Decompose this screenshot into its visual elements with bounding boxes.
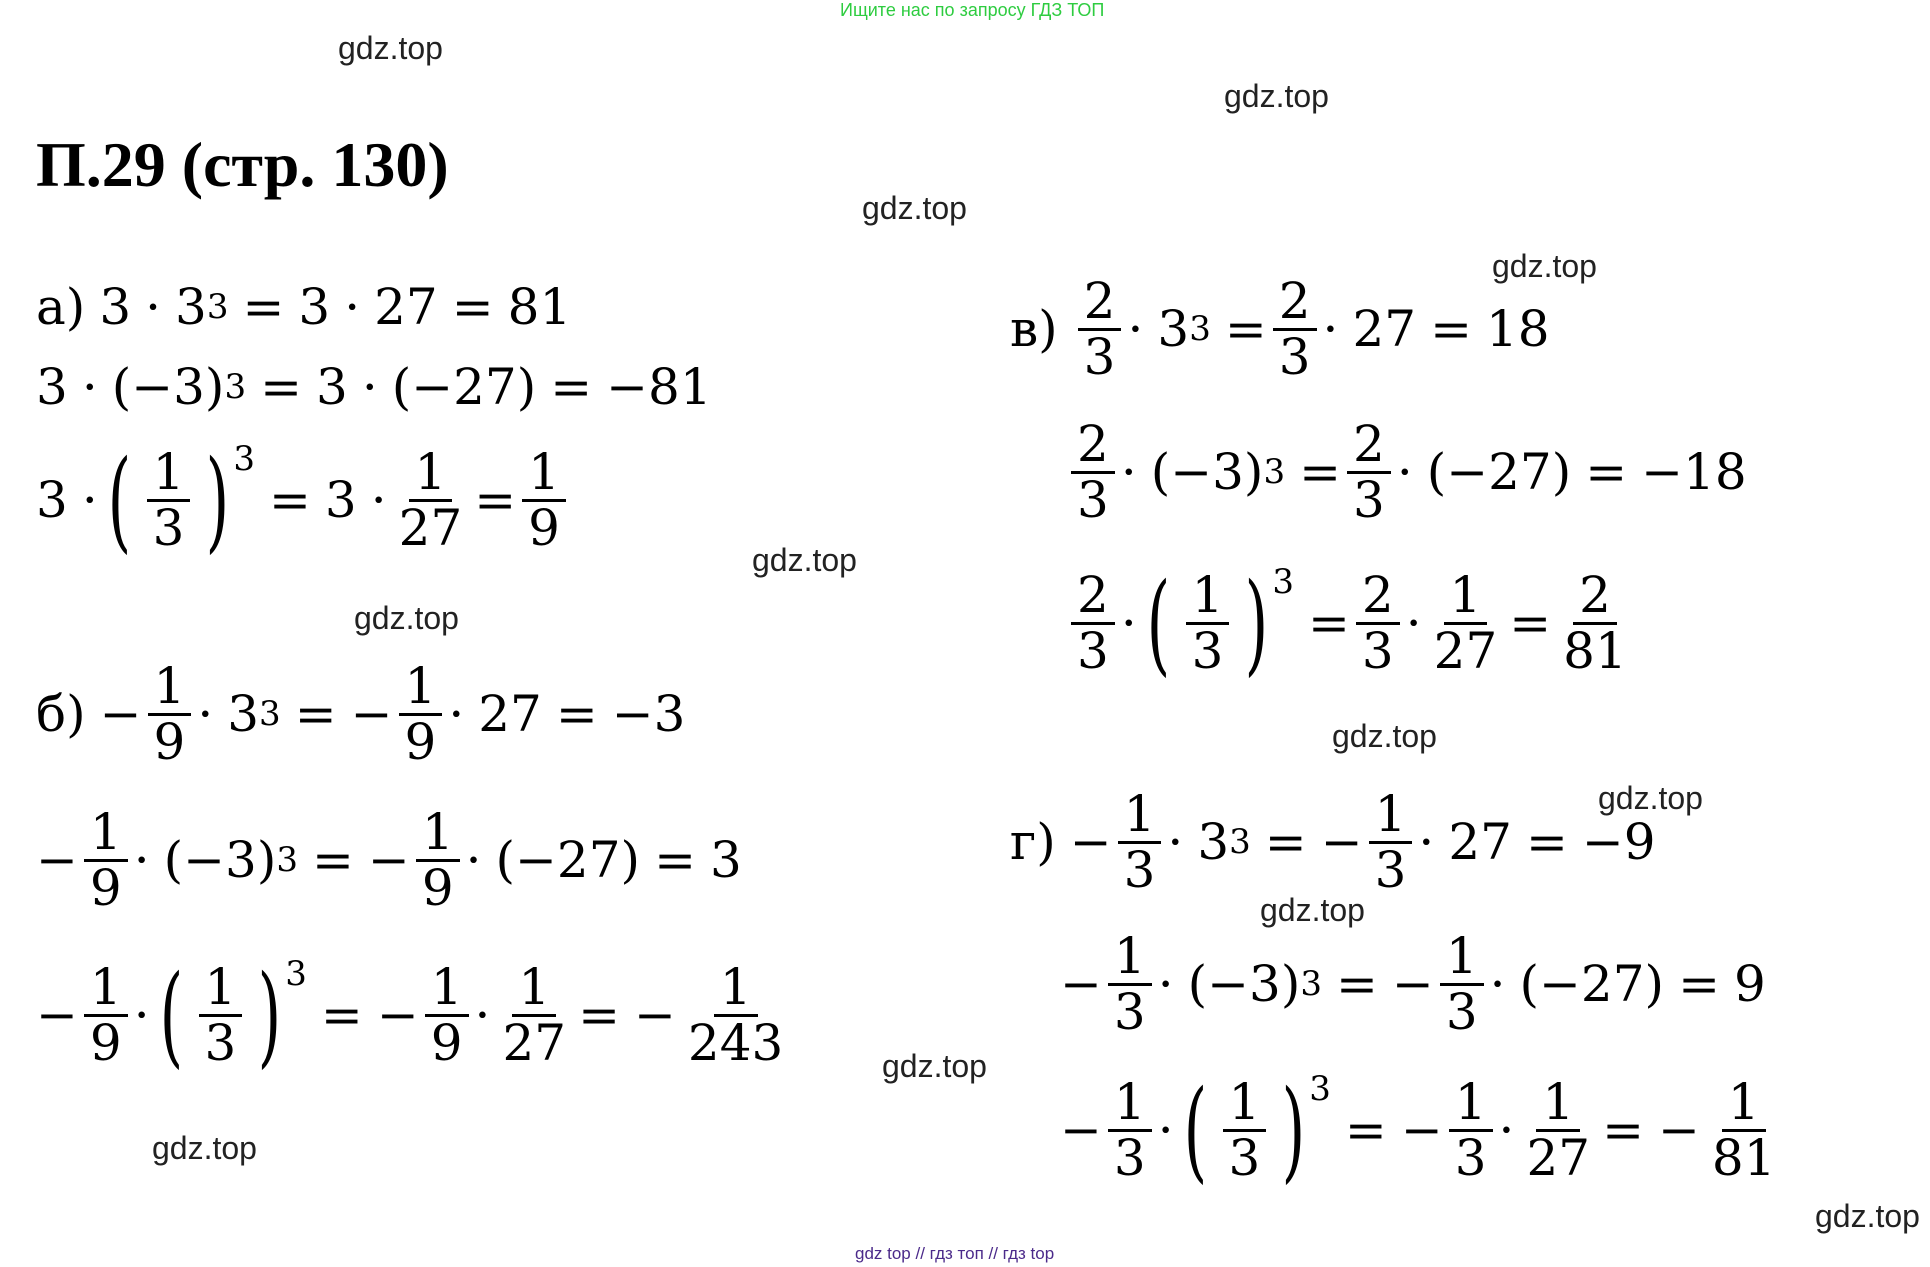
- operator: ·: [1396, 443, 1413, 501]
- result: −18: [1641, 443, 1747, 501]
- numerator: 1: [714, 961, 758, 1017]
- part-a-line-2: 3 · (−3) 3 = 3 · (−27) = −81: [36, 358, 712, 416]
- fraction: [1449, 1073, 1493, 1187]
- result: 3: [709, 831, 742, 889]
- part-g-label: г): [1010, 813, 1056, 871]
- numerator: 1: [1536, 1076, 1580, 1132]
- part-b-label: б): [36, 685, 86, 743]
- operator: ·: [1498, 1101, 1515, 1159]
- part-a-line-3: [36, 436, 572, 564]
- operator: ·: [1120, 594, 1137, 652]
- paren: (: [1146, 559, 1170, 687]
- term: (−27): [391, 358, 537, 416]
- denominator: 3: [152, 498, 185, 557]
- fraction: [1108, 927, 1152, 1041]
- operator: ·: [448, 685, 465, 743]
- numerator: 1: [199, 961, 243, 1017]
- fraction: [522, 443, 566, 557]
- numerator: 1: [416, 806, 460, 862]
- operator: =: [451, 278, 494, 336]
- denominator: 3: [1077, 621, 1109, 680]
- operator: =: [1264, 813, 1307, 871]
- fraction: [1557, 566, 1633, 680]
- operator: −: [1060, 1101, 1102, 1159]
- fraction: [1118, 785, 1162, 899]
- operator: =: [1336, 955, 1378, 1013]
- fraction: [682, 958, 789, 1072]
- part-v-line-3: [1065, 559, 1639, 687]
- numerator: 1: [1108, 930, 1152, 986]
- fraction: [425, 958, 469, 1072]
- operator: =: [1585, 443, 1628, 501]
- denominator: 3: [1374, 840, 1407, 899]
- numerator: 1: [1444, 569, 1488, 625]
- fraction: [416, 803, 460, 917]
- operator: −: [36, 986, 78, 1044]
- term: 3: [1197, 813, 1230, 871]
- watermark: gdz.top: [354, 600, 459, 636]
- numerator: 1: [1449, 1076, 1493, 1132]
- fraction: [496, 958, 572, 1072]
- part-g-line-1: г) − $\frac{1}{3}$ · 3 3 = − $\frac{1}{3}$ · 27 = −9: [1010, 785, 1656, 899]
- operator: =: [1299, 443, 1341, 501]
- operator: =: [474, 471, 517, 529]
- operator: −: [350, 685, 393, 743]
- fraction: [1369, 785, 1413, 899]
- operator: =: [1602, 1101, 1644, 1159]
- operator: =: [269, 471, 311, 529]
- operator: −: [36, 831, 78, 889]
- operator: −: [367, 831, 410, 889]
- fraction: [148, 657, 192, 771]
- numerator: 2: [1356, 569, 1400, 625]
- fraction: [199, 958, 243, 1072]
- result: −3: [611, 685, 686, 743]
- numerator: 2: [1573, 569, 1617, 625]
- numerator: 1: [84, 806, 128, 862]
- denominator: 9: [404, 712, 437, 771]
- operator: ·: [1157, 1101, 1174, 1159]
- footer-links: gdz top // гдз топ // гдз top: [855, 1244, 1055, 1263]
- term: 3: [227, 685, 260, 743]
- numerator: 1: [1118, 788, 1162, 844]
- power-group: [1137, 559, 1295, 687]
- denominator: 81: [1563, 621, 1627, 680]
- operator: =: [1308, 594, 1350, 652]
- part-g-line-2: − $\frac{1}{3}$ · (−3) 3 = − $\frac{1}{3}$ · (−27) = 9: [1060, 927, 1766, 1041]
- operator: =: [555, 685, 598, 743]
- numerator: 1: [147, 446, 191, 502]
- watermark: gdz.top: [1260, 892, 1365, 928]
- numerator: 1: [1108, 1076, 1152, 1132]
- term: 3: [324, 471, 357, 529]
- term: 3: [1157, 300, 1190, 358]
- exponent: 3: [285, 954, 307, 994]
- numerator: 2: [1078, 275, 1122, 331]
- denominator: 3: [1454, 1128, 1487, 1187]
- part-v-label: в): [1010, 300, 1058, 358]
- numerator: 1: [512, 961, 556, 1017]
- operator: −: [1069, 813, 1112, 871]
- denominator: 27: [398, 498, 463, 557]
- fraction: [1347, 415, 1391, 529]
- numerator: 2: [1071, 569, 1115, 625]
- operator: ·: [344, 278, 361, 336]
- denominator: 9: [153, 712, 186, 771]
- denominator: 3: [1278, 327, 1311, 386]
- fraction: [1071, 566, 1115, 680]
- fraction: [1108, 1073, 1152, 1187]
- operator: ·: [133, 986, 150, 1044]
- fraction: [84, 803, 128, 917]
- watermark: gdz.top: [882, 1048, 987, 1084]
- operator: ·: [1167, 813, 1184, 871]
- exponent: 3: [233, 439, 256, 479]
- denominator: 3: [1083, 327, 1116, 386]
- denominator: 3: [1191, 621, 1224, 680]
- numerator: 1: [1369, 788, 1413, 844]
- operator: ·: [1157, 955, 1174, 1013]
- operator: ·: [474, 986, 491, 1044]
- operator: −: [633, 986, 676, 1044]
- fraction: [1186, 566, 1230, 680]
- power-group: [1174, 1066, 1331, 1194]
- denominator: 3: [1445, 982, 1478, 1041]
- power-group: [150, 951, 307, 1079]
- numerator: 1: [1223, 1076, 1267, 1132]
- numerator: 2: [1273, 275, 1317, 331]
- fraction: [1428, 566, 1504, 680]
- numerator: 1: [399, 660, 443, 716]
- part-g-line-3: [1060, 1066, 1788, 1194]
- part-v-line-1: в) $\frac{2}{3}$ · 3 3 = $\frac{2}{3}$ · 27 = 18: [1010, 272, 1550, 386]
- operator: ·: [1489, 955, 1506, 1013]
- term: 3: [316, 358, 348, 416]
- fraction: [1706, 1073, 1782, 1187]
- fraction: [1356, 566, 1400, 680]
- operator: −: [1060, 955, 1102, 1013]
- fraction: [84, 958, 128, 1072]
- operator: ·: [1127, 300, 1144, 358]
- denominator: 3: [1353, 470, 1385, 529]
- part-a-label: а): [36, 278, 86, 336]
- term: (−3): [1187, 955, 1301, 1013]
- fraction: [1440, 927, 1484, 1041]
- denominator: 9: [89, 1013, 122, 1072]
- operator: =: [1430, 300, 1472, 358]
- operator: −: [376, 986, 419, 1044]
- paren: ): [206, 436, 230, 564]
- numerator: 1: [84, 961, 128, 1017]
- denominator: 27: [1526, 1128, 1591, 1187]
- operator: −: [1391, 955, 1434, 1013]
- operator: ·: [361, 358, 378, 416]
- numerator: 2: [1071, 418, 1115, 474]
- denominator: 9: [89, 858, 122, 917]
- term: 3: [99, 278, 132, 336]
- denominator: 3: [1077, 470, 1109, 529]
- watermark: gdz.top: [1492, 248, 1597, 284]
- numerator: 1: [148, 660, 192, 716]
- paren: (: [107, 436, 131, 564]
- fraction: [1071, 415, 1115, 529]
- watermark: gdz.top: [1224, 78, 1329, 114]
- operator: =: [312, 831, 354, 889]
- term: (−3): [1150, 443, 1264, 501]
- operator: =: [1525, 813, 1568, 871]
- denominator: 9: [528, 498, 560, 557]
- result: −9: [1581, 813, 1656, 871]
- watermark: gdz.top: [338, 30, 443, 66]
- operator: =: [260, 358, 302, 416]
- denominator: 81: [1711, 1128, 1776, 1187]
- operator: =: [1224, 300, 1267, 358]
- denominator: 3: [1123, 840, 1156, 899]
- operator: ·: [1405, 594, 1422, 652]
- paren: ): [1245, 559, 1269, 687]
- denominator: 3: [1113, 1128, 1146, 1187]
- denominator: 9: [430, 1013, 463, 1072]
- paren: (: [1183, 1066, 1207, 1194]
- power-group: [98, 436, 256, 564]
- numerator: 1: [409, 446, 453, 502]
- term: (−27): [495, 831, 641, 889]
- exponent: 3: [1272, 562, 1295, 602]
- denominator: 3: [1361, 621, 1394, 680]
- paren: ): [1282, 1066, 1306, 1194]
- operator: ·: [133, 831, 150, 889]
- watermark: gdz.top: [1598, 780, 1703, 816]
- denominator: 3: [204, 1013, 237, 1072]
- term: 27: [1448, 813, 1512, 871]
- part-a-line-1: а) 3 · 3 3 = 3 · 27 = 81: [36, 278, 572, 336]
- watermark: gdz.top: [152, 1130, 257, 1166]
- denominator: 243: [687, 1013, 784, 1072]
- operator: =: [1509, 594, 1552, 652]
- operator: =: [654, 831, 696, 889]
- fraction: [1520, 1073, 1596, 1187]
- search-banner: Ищите нас по запросу ГДЗ ТОП: [840, 0, 1105, 20]
- paren: (: [159, 951, 183, 1079]
- operator: −: [1320, 813, 1363, 871]
- exponent: 3: [1309, 1069, 1331, 1109]
- term: 3: [36, 358, 68, 416]
- denominator: 3: [1113, 982, 1146, 1041]
- term: 3: [175, 278, 207, 336]
- operator: −: [99, 685, 142, 743]
- operator: =: [1678, 955, 1720, 1013]
- fraction: [1223, 1073, 1267, 1187]
- operator: ·: [81, 471, 98, 529]
- page-title: П.29 (стр. 130): [36, 129, 449, 200]
- numerator: 1: [1722, 1076, 1766, 1132]
- term: (−3): [111, 358, 225, 416]
- operator: =: [294, 685, 337, 743]
- watermark: gdz.top: [862, 190, 967, 226]
- watermark: gdz.top: [752, 542, 857, 578]
- denominator: 27: [1433, 621, 1498, 680]
- operator: ·: [81, 358, 98, 416]
- numerator: 1: [522, 446, 566, 502]
- denominator: 27: [502, 1013, 567, 1072]
- part-b-line-3: [36, 951, 795, 1079]
- operator: ·: [1418, 813, 1435, 871]
- operator: ·: [1322, 300, 1339, 358]
- operator: =: [242, 278, 285, 336]
- operator: =: [320, 986, 363, 1044]
- term: 3: [298, 278, 331, 336]
- operator: =: [578, 986, 620, 1044]
- operator: =: [550, 358, 593, 416]
- term: (−27): [1519, 955, 1665, 1013]
- operator: ·: [145, 278, 162, 336]
- part-v-line-2: $\frac{2}{3}$ · (−3) 3 = $\frac{2}{3}$ · (−27) = −18: [1065, 418, 1747, 526]
- operator: =: [1344, 1101, 1387, 1159]
- operator: ·: [197, 685, 214, 743]
- fraction: [399, 657, 443, 771]
- part-b-line-2: − $\frac{1}{9}$ · (−3) 3 = − $\frac{1}{9}$ · (−27) = 3: [36, 803, 742, 917]
- term: 27: [478, 685, 542, 743]
- watermark: gdz.top: [1332, 718, 1437, 754]
- operator: −: [1400, 1101, 1443, 1159]
- operator: −: [1657, 1101, 1700, 1159]
- numerator: 1: [425, 961, 469, 1017]
- term: (−3): [163, 831, 277, 889]
- denominator: 9: [421, 858, 454, 917]
- fraction: [147, 443, 191, 557]
- operator: ·: [465, 831, 482, 889]
- result: −81: [606, 358, 712, 416]
- result: 18: [1485, 300, 1550, 358]
- denominator: 3: [1228, 1128, 1261, 1187]
- fraction: [1078, 272, 1122, 386]
- part-b-line-1: б) − $\frac{1}{9}$ · 3 3 = − $\frac{1}{9}$ · 27 = −3: [36, 657, 686, 771]
- operator: ·: [370, 471, 387, 529]
- paren: ): [258, 951, 282, 1079]
- term: 27: [374, 278, 438, 336]
- operator: ·: [1120, 443, 1137, 501]
- numerator: 2: [1347, 418, 1391, 474]
- watermark: gdz.top: [1815, 1198, 1920, 1234]
- result: 9: [1733, 955, 1766, 1013]
- numerator: 1: [1186, 569, 1230, 625]
- result: 81: [507, 278, 572, 336]
- term: (−27): [1426, 443, 1572, 501]
- term: 3: [36, 471, 68, 529]
- fraction: [1273, 272, 1317, 386]
- numerator: 1: [1440, 930, 1484, 986]
- fraction: [393, 443, 469, 557]
- term: 27: [1352, 300, 1417, 358]
